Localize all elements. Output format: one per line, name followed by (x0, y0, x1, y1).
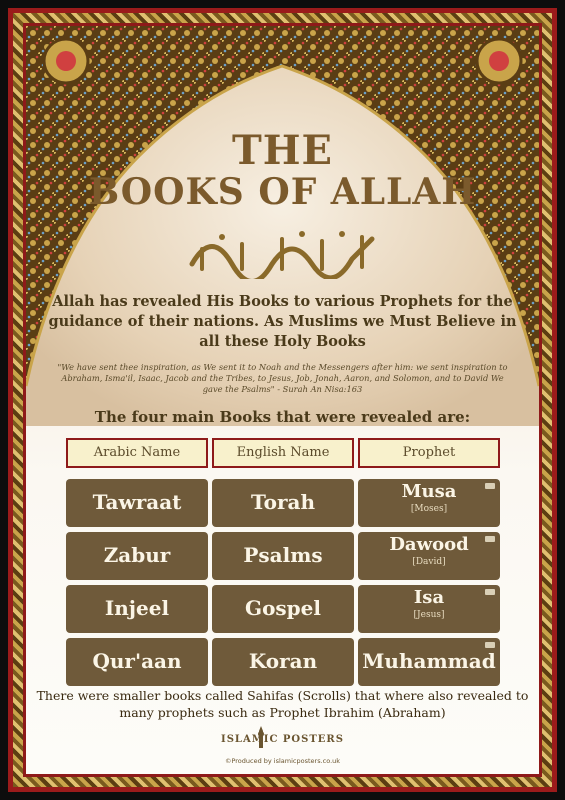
cell-english-name (212, 638, 354, 686)
prophet-english-text: [David] (412, 557, 446, 567)
english-name-text: Koran (248, 649, 318, 673)
cell-arabic-name (66, 532, 208, 580)
table-heading: The four main Books that were revealed are: (94, 408, 471, 426)
intro-text: Allah has revealed His Books to various Prophets for the guidance of their nations. As Muslims we Must Believe in all these Holy Books (48, 293, 517, 350)
arabic-name-text: Qur'aan (92, 649, 182, 673)
honorific-icon (485, 536, 495, 542)
header-english-name: English Name (212, 438, 354, 468)
header-arabic-name: Arabic Name (66, 438, 208, 468)
cell-arabic-name (66, 638, 208, 686)
title-books-of-allah: BOOKS OF ALLAH (88, 171, 477, 213)
honorific-icon (485, 589, 495, 595)
honorific-icon (485, 642, 495, 648)
arabic-name-text: Tawraat (92, 490, 182, 514)
cell-prophet (358, 585, 500, 633)
arabic-name-text: Injeel (104, 596, 170, 620)
prophet-name-text: Muhammad (362, 649, 496, 673)
cell-english-name (212, 479, 354, 527)
honorific-icon (485, 483, 495, 489)
cell-arabic-name (66, 479, 208, 527)
footer-note: There were smaller books called Sahifas (Scrolls) that where also revealed to many prophets such as Prophet Ibrahim (Abraham) (36, 688, 529, 720)
english-name-text: Torah (251, 490, 315, 514)
prophet-name-text: Isa (413, 587, 445, 608)
cell-prophet (358, 638, 500, 686)
prophet-english-text: [Moses] (410, 504, 448, 514)
publisher-logo-text: ISLAMIC POSTERS (221, 734, 344, 745)
prophet-english-text: [Jesus] (413, 610, 445, 620)
cell-prophet (358, 532, 500, 580)
arabic-calligraphy-emblem (182, 219, 382, 279)
header-prophet: Prophet (358, 438, 500, 468)
cell-arabic-name (66, 585, 208, 633)
cell-english-name (212, 532, 354, 580)
cell-english-name (212, 585, 354, 633)
cell-prophet (358, 479, 500, 527)
poster-panel (26, 26, 539, 774)
arabic-name-text: Zabur (103, 543, 171, 567)
english-name-text: Gospel (245, 596, 321, 620)
english-name-text: Psalms (243, 543, 323, 567)
prophet-name-text: Dawood (389, 534, 469, 555)
prophet-name-text: Musa (401, 481, 457, 502)
title-the: THE (231, 127, 334, 174)
credit-text: ©Produced by islamicposters.co.uk (224, 757, 341, 765)
quran-quote: "We have sent thee inspiration, as We sent it to Noah and the Messengers after him: we sent inspiration to Abraham, Isma'il, Isaac, Jacob and the Tribes, to Jesus, Job, Jonah, Aaron, and Solomon, and to David We gave the Psalms" - Surah An Nisa:163 (57, 362, 508, 394)
